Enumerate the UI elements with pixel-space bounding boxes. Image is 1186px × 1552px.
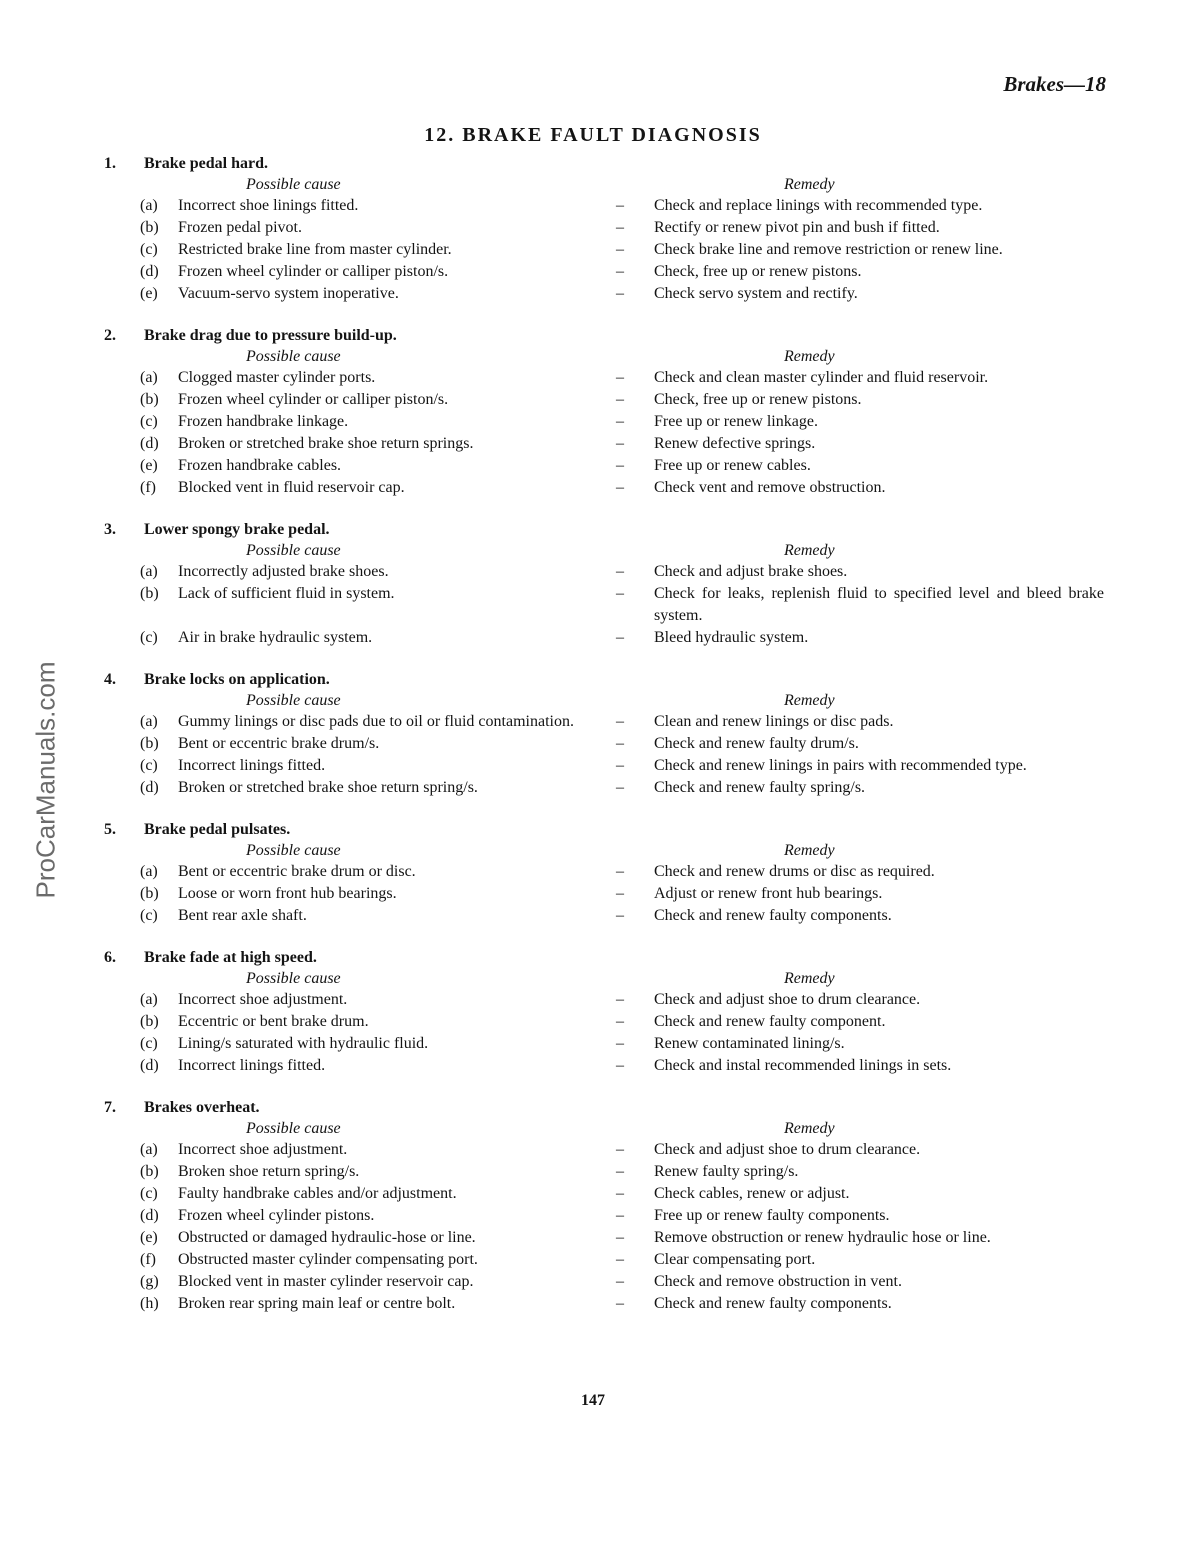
item-label: (b) xyxy=(140,735,159,752)
column-headings xyxy=(104,968,1104,989)
remedy-text: Check and renew drums or disc as required. xyxy=(654,863,935,880)
dash-separator: – xyxy=(616,285,624,302)
remedy-heading: Remedy xyxy=(784,970,835,987)
column-headings xyxy=(104,540,1104,561)
fault-section xyxy=(104,670,1104,799)
remedy-heading: Remedy xyxy=(784,842,835,859)
cause-text: Obstructed or damaged hydraulic-hose or line. xyxy=(178,1229,476,1246)
remedy-text: Check and replace linings with recommended type. xyxy=(654,197,983,214)
item-label: (f) xyxy=(140,1251,156,1268)
fault-title xyxy=(104,520,1104,540)
column-headings xyxy=(104,1118,1104,1139)
item-label: (c) xyxy=(140,1035,158,1052)
dash-separator: – xyxy=(616,1295,624,1312)
list-item xyxy=(104,261,1104,283)
cause-text: Frozen handbrake linkage. xyxy=(178,413,349,430)
list-item xyxy=(104,1183,1104,1205)
fault-title xyxy=(104,154,1104,174)
possible-cause-heading: Possible cause xyxy=(246,542,341,559)
cause-text: Incorrect linings fitted. xyxy=(178,1057,326,1074)
cause-text: Loose or worn front hub bearings. xyxy=(178,885,397,902)
cause-text: Frozen wheel cylinder or calliper piston/s. xyxy=(178,391,449,408)
fault-title-text: Brake pedal hard. xyxy=(144,155,269,172)
item-label: (d) xyxy=(140,263,159,280)
item-label: (c) xyxy=(140,757,158,774)
list-item xyxy=(104,861,1104,883)
remedy-text: Check and renew faulty component. xyxy=(654,1013,886,1030)
dash-separator: – xyxy=(616,435,624,452)
list-item xyxy=(104,411,1104,433)
remedy-heading: Remedy xyxy=(784,348,835,365)
fault-title xyxy=(104,948,1104,968)
possible-cause-heading: Possible cause xyxy=(246,348,341,365)
fault-section xyxy=(104,948,1104,1077)
chapter-header: Brakes—18 xyxy=(1003,72,1106,96)
item-label: (a) xyxy=(140,991,158,1008)
list-item xyxy=(104,583,1104,627)
item-label: (a) xyxy=(140,1141,158,1158)
list-item xyxy=(104,1271,1104,1293)
cause-text: Lack of sufficient fluid in system. xyxy=(178,585,395,602)
dash-separator: – xyxy=(616,1163,624,1180)
list-item xyxy=(104,561,1104,583)
cause-text: Blocked vent in master cylinder reservoir cap. xyxy=(178,1273,474,1290)
remedy-text: Check and adjust brake shoes. xyxy=(654,563,848,580)
fault-title xyxy=(104,1098,1104,1118)
dash-separator: – xyxy=(616,1251,624,1268)
list-item xyxy=(104,627,1104,649)
cause-text: Frozen wheel cylinder or calliper piston/s. xyxy=(178,263,449,280)
fault-number: 5. xyxy=(104,821,116,838)
dash-separator: – xyxy=(616,197,624,214)
item-label: (d) xyxy=(140,435,159,452)
cause-text: Gummy linings or disc pads due to oil or fluid contamination. xyxy=(178,713,574,730)
cause-text: Restricted brake line from master cylinder. xyxy=(178,241,452,258)
list-item xyxy=(104,195,1104,217)
fault-title-text: Lower spongy brake pedal. xyxy=(144,521,330,538)
page-number: 147 xyxy=(581,1392,605,1409)
item-label: (c) xyxy=(140,907,158,924)
remedy-text: Renew faulty spring/s. xyxy=(654,1163,799,1180)
cause-text: Incorrectly adjusted brake shoes. xyxy=(178,563,389,580)
list-item xyxy=(104,1011,1104,1033)
list-item xyxy=(104,1161,1104,1183)
watermark-text: ProCarManuals.com xyxy=(30,661,61,899)
fault-title-text: Brake fade at high speed. xyxy=(144,949,317,966)
cause-text: Bent or eccentric brake drum/s. xyxy=(178,735,380,752)
list-item xyxy=(104,433,1104,455)
item-label: (f) xyxy=(140,479,156,496)
dash-separator: – xyxy=(616,779,624,796)
item-label: (c) xyxy=(140,413,158,430)
fault-number: 3. xyxy=(104,521,116,538)
dash-separator: – xyxy=(616,369,624,386)
list-item xyxy=(104,217,1104,239)
list-item xyxy=(104,905,1104,927)
item-label: (b) xyxy=(140,1013,159,1030)
item-label: (b) xyxy=(140,1163,159,1180)
remedy-text: Check and renew faulty spring/s. xyxy=(654,779,866,796)
cause-text: Bent or eccentric brake drum or disc. xyxy=(178,863,416,880)
item-label: (d) xyxy=(140,779,159,796)
dash-separator: – xyxy=(616,479,624,496)
dash-separator: – xyxy=(616,1229,624,1246)
remedy-text: Check vent and remove obstruction. xyxy=(654,479,886,496)
cause-text: Clogged master cylinder ports. xyxy=(178,369,376,386)
item-label: (e) xyxy=(140,457,158,474)
dash-separator: – xyxy=(616,1207,624,1224)
remedy-text: Check brake line and remove restriction or renew line. xyxy=(654,241,1003,258)
remedy-text: Bleed hydraulic system. xyxy=(654,629,809,646)
dash-separator: – xyxy=(616,1013,624,1030)
fault-title-text: Brake pedal pulsates. xyxy=(144,821,291,838)
list-item xyxy=(104,711,1104,733)
item-label: (a) xyxy=(140,197,158,214)
dash-separator: – xyxy=(616,907,624,924)
remedy-text: Check for leaks, replenish fluid to specified level and bleed brake system. xyxy=(654,585,1104,624)
remedy-text: Free up or renew faulty components. xyxy=(654,1207,890,1224)
dash-separator: – xyxy=(616,241,624,258)
item-label: (h) xyxy=(140,1295,159,1312)
possible-cause-heading: Possible cause xyxy=(246,176,341,193)
remedy-text: Check and clean master cylinder and fluid reservoir. xyxy=(654,369,989,386)
item-label: (d) xyxy=(140,1057,159,1074)
dash-separator: – xyxy=(616,757,624,774)
remedy-heading: Remedy xyxy=(784,692,835,709)
item-label: (c) xyxy=(140,1185,158,1202)
list-item xyxy=(104,477,1104,499)
remedy-text: Check and remove obstruction in vent. xyxy=(654,1273,902,1290)
dash-separator: – xyxy=(616,735,624,752)
list-item xyxy=(104,1205,1104,1227)
dash-separator: – xyxy=(616,563,624,580)
remedy-text: Remove obstruction or renew hydraulic hose or line. xyxy=(654,1229,991,1246)
item-label: (a) xyxy=(140,369,158,386)
dash-separator: – xyxy=(616,863,624,880)
remedy-text: Clean and renew linings or disc pads. xyxy=(654,713,894,730)
cause-text: Frozen pedal pivot. xyxy=(178,219,302,236)
cause-text: Air in brake hydraulic system. xyxy=(178,629,373,646)
cause-text: Obstructed master cylinder compensating port. xyxy=(178,1251,478,1268)
dash-separator: – xyxy=(616,885,624,902)
item-label: (c) xyxy=(140,629,158,646)
item-label: (c) xyxy=(140,241,158,258)
fault-title-text: Brake drag due to pressure build-up. xyxy=(144,327,397,344)
remedy-heading: Remedy xyxy=(784,1120,835,1137)
fault-number: 6. xyxy=(104,949,116,966)
remedy-text: Check cables, renew or adjust. xyxy=(654,1185,850,1202)
list-item xyxy=(104,239,1104,261)
fault-number: 7. xyxy=(104,1099,116,1116)
item-label: (a) xyxy=(140,863,158,880)
list-item xyxy=(104,733,1104,755)
item-label: (b) xyxy=(140,219,159,236)
column-headings xyxy=(104,346,1104,367)
list-item xyxy=(104,883,1104,905)
list-item xyxy=(104,777,1104,799)
item-label: (g) xyxy=(140,1273,159,1290)
fault-diagnosis-list xyxy=(104,154,1104,1336)
watermark xyxy=(28,640,64,920)
list-item xyxy=(104,1227,1104,1249)
dash-separator: – xyxy=(616,1035,624,1052)
column-headings xyxy=(104,174,1104,195)
fault-title-text: Brake locks on application. xyxy=(144,671,330,688)
item-label: (e) xyxy=(140,285,158,302)
cause-text: Broken or stretched brake shoe return spring/s. xyxy=(178,779,478,796)
possible-cause-heading: Possible cause xyxy=(246,970,341,987)
item-label: (b) xyxy=(140,585,159,602)
item-label: (b) xyxy=(140,391,159,408)
cause-text: Frozen handbrake cables. xyxy=(178,457,342,474)
cause-text: Broken or stretched brake shoe return springs. xyxy=(178,435,474,452)
list-item xyxy=(104,389,1104,411)
dash-separator: – xyxy=(616,1273,624,1290)
list-item xyxy=(104,455,1104,477)
cause-text: Faulty handbrake cables and/or adjustment. xyxy=(178,1185,457,1202)
item-label: (d) xyxy=(140,1207,159,1224)
fault-section xyxy=(104,520,1104,649)
remedy-text: Free up or renew cables. xyxy=(654,457,811,474)
list-item xyxy=(104,1249,1104,1271)
cause-text: Incorrect linings fitted. xyxy=(178,757,326,774)
list-item xyxy=(104,1293,1104,1315)
list-item xyxy=(104,283,1104,305)
dash-separator: – xyxy=(616,263,624,280)
cause-text: Vacuum-servo system inoperative. xyxy=(178,285,399,302)
remedy-text: Check and adjust shoe to drum clearance. xyxy=(654,1141,921,1158)
fault-section xyxy=(104,326,1104,499)
dash-separator: – xyxy=(616,413,624,430)
dash-separator: – xyxy=(616,1141,624,1158)
fault-title xyxy=(104,326,1104,346)
item-label: (a) xyxy=(140,563,158,580)
fault-number: 4. xyxy=(104,671,116,688)
remedy-text: Check and renew faulty drum/s. xyxy=(654,735,859,752)
dash-separator: – xyxy=(616,457,624,474)
cause-text: Bent rear axle shaft. xyxy=(178,907,307,924)
remedy-text: Free up or renew linkage. xyxy=(654,413,818,430)
dash-separator: – xyxy=(616,585,624,602)
fault-title-text: Brakes overheat. xyxy=(144,1099,260,1116)
remedy-text: Check and renew linings in pairs with recommended type. xyxy=(654,757,1027,774)
list-item xyxy=(104,1139,1104,1161)
remedy-text: Renew defective springs. xyxy=(654,435,816,452)
item-label: (a) xyxy=(140,713,158,730)
list-item xyxy=(104,755,1104,777)
column-headings xyxy=(104,840,1104,861)
dash-separator: – xyxy=(616,713,624,730)
list-item xyxy=(104,989,1104,1011)
fault-section xyxy=(104,154,1104,305)
cause-text: Broken shoe return spring/s. xyxy=(178,1163,360,1180)
dash-separator: – xyxy=(616,391,624,408)
remedy-text: Renew contaminated lining/s. xyxy=(654,1035,845,1052)
remedy-text: Check and instal recommended linings in sets. xyxy=(654,1057,952,1074)
dash-separator: – xyxy=(616,1057,624,1074)
remedy-text: Check and adjust shoe to drum clearance. xyxy=(654,991,921,1008)
fault-title xyxy=(104,820,1104,840)
item-label: (b) xyxy=(140,885,159,902)
cause-text: Broken rear spring main leaf or centre bolt. xyxy=(178,1295,456,1312)
list-item xyxy=(104,1055,1104,1077)
remedy-text: Adjust or renew front hub bearings. xyxy=(654,885,883,902)
remedy-heading: Remedy xyxy=(784,176,835,193)
dash-separator: – xyxy=(616,219,624,236)
fault-title xyxy=(104,670,1104,690)
dash-separator: – xyxy=(616,629,624,646)
remedy-text: Rectify or renew pivot pin and bush if fitted. xyxy=(654,219,940,236)
fault-section xyxy=(104,1098,1104,1315)
cause-text: Incorrect shoe adjustment. xyxy=(178,1141,348,1158)
remedy-text: Check, free up or renew pistons. xyxy=(654,391,862,408)
cause-text: Blocked vent in fluid reservoir cap. xyxy=(178,479,405,496)
page-title: 12. BRAKE FAULT DIAGNOSIS xyxy=(424,124,762,146)
list-item xyxy=(104,1033,1104,1055)
dash-separator: – xyxy=(616,991,624,1008)
cause-text: Incorrect shoe adjustment. xyxy=(178,991,348,1008)
remedy-text: Check and renew faulty components. xyxy=(654,1295,892,1312)
cause-text: Lining/s saturated with hydraulic fluid. xyxy=(178,1035,429,1052)
fault-section xyxy=(104,820,1104,927)
dash-separator: – xyxy=(616,1185,624,1202)
list-item xyxy=(104,367,1104,389)
remedy-text: Check and renew faulty components. xyxy=(654,907,892,924)
cause-text: Incorrect shoe linings fitted. xyxy=(178,197,359,214)
remedy-heading: Remedy xyxy=(784,542,835,559)
cause-text: Frozen wheel cylinder pistons. xyxy=(178,1207,375,1224)
item-label: (e) xyxy=(140,1229,158,1246)
cause-text: Eccentric or bent brake drum. xyxy=(178,1013,369,1030)
column-headings xyxy=(104,690,1104,711)
fault-number: 1. xyxy=(104,155,116,172)
possible-cause-heading: Possible cause xyxy=(246,692,341,709)
possible-cause-heading: Possible cause xyxy=(246,1120,341,1137)
possible-cause-heading: Possible cause xyxy=(246,842,341,859)
remedy-text: Check, free up or renew pistons. xyxy=(654,263,862,280)
fault-number: 2. xyxy=(104,327,116,344)
remedy-text: Check servo system and rectify. xyxy=(654,285,858,302)
remedy-text: Clear compensating port. xyxy=(654,1251,816,1268)
